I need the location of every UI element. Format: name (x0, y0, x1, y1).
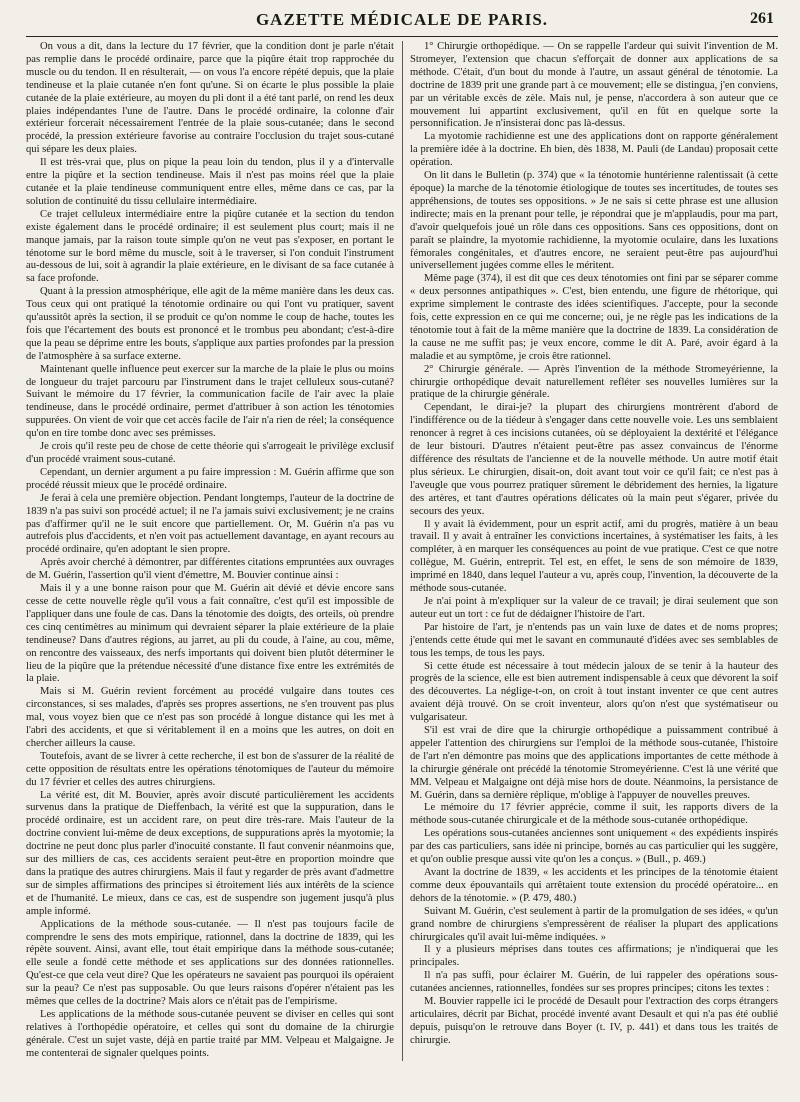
paragraph: Mais il y a une bonne raison pour que M. Guérin ait dévié et dévie encore sans cesse de cette nouvelle règle qu'il vous a fait connaître, c'est qu'il est impossible de l'appliquer dans une foule de cas. Dans la ténotomie des doigts, des orteils, où prendre ces cinq centimètres au minimum qui devraient séparer la plaie extérieure de la plaie tendineuse? Dans d'autres régions, au jarret, au pli du coude, à l'aine, au cou, même, on rencontre des vaisseaux, des nerfs importants qui doivent bien plutôt déterminer le lieu de la piqûre que la prétendue nécessité d'une distance fixe entre les extrémités de la plaie. (26, 583, 394, 685)
paragraph: Maintenant quelle influence peut exercer sur la marche de la plaie le plus ou moins de longueur du trajet parcouru par l'instrument dans le trajet celluleux sous-cutané? Suivant le mémoire du 17 février, la communication facile de l'air avec la plaie tendineuse, dans le procédé ordinaire, permet d'attribuer à son action les ténotomies suppurées. On vient de voir que cet accès facile de l'air n'a rien de réel; la conséquence qu'on en tire tombe donc avec ses prémisses. (26, 363, 394, 440)
page-header (26, 0, 778, 37)
paragraph: Les applications de la méthode sous-cutanée peuvent se diviser en celles qui sont relatives à l'orthopédie opératoire, et celles qui sont du domaine de la chirurgie générale. C'est un sujet vaste, déjà en partie traité par MM. Velpeau et Malgaigne. Je me contenterai de signaler quelques points. (26, 1008, 394, 1059)
paragraph: Il est très-vrai que, plus on pique la peau loin du tendon, plus il y a d'intervalle entre la piqûre et la section tendineuse. Mais il n'est pas moins réel que la plaie cutanée et la plaie tendineuse communiquent entre elles, même dans ce cas, par la solution de continuité du tissu cellulaire intermédiaire. (26, 157, 394, 207)
paragraph: Avant la doctrine de 1839, « les accidents et les principes de la ténotomie étaient comme deux épouvantails qui arrêtaient toute extension du procédé opératoire... en dehors de la ténotomie. » (P. 479, 480.) (410, 867, 778, 904)
paragraph: Toutefois, avant de se livrer à cette recherche, il est bon de s'assurer de la réalité de cette opposition de résultats entre les opérations ténotomiques de l'auteur du mémoire du 17 février et celles des autres chirurgiens. (26, 750, 394, 788)
paragraph: Applications de la méthode sous-cutanée. — Il n'est pas toujours facile de comprendre le sens des mots empirique, rationnel, dans la doctrine de 1839, qui les répète souvent. Ainsi, avant elle, tout était empirique dans la méthode sous-cutanée; elle seule a fondé cette méthode et ses applications sur des données rationnelles. Qu'est-ce que cela veut dire? Que les opérateurs ne savaient pas pourquoi ils opéraient sur la peau? Ce n'est pas supposable. Ou que leurs raisons d'opérer n'étaient pas les mêmes que celles de la doctrine? Mais alors ce n'était pas de l'empirisme. (26, 918, 394, 1008)
page-number: 261 (750, 10, 774, 27)
paragraph: Si cette étude est nécessaire à tout médecin jaloux de se tenir à la hauteur des progrès de la science, elle est bien autrement indispensable à ceux que dévorent la soif des découvertes. La néglige-t-on, on croit à tout instant inventer ce que cent autres avaient déjà trouvé. On se croit inventeur, alors qu'on n'est que systématiseur ou vulgarisateur. (410, 660, 778, 724)
paragraph: On lit dans le Bulletin (p. 374) que « la ténotomie huntérienne ralentissait (à cette époque) la marche de la ténotomie étiologique de toutes ses incertitudes, de toutes ses appréhensions, de toutes ses oppositions. » Je ne sais si cette phrase est une allusion indirecte; mais en la prenant pour telle, je répondrai que je m'applaudis, pour ma part, d'avoir quelquefois joué un rôle dans ces oppositions. Sans ces oppositions, dont on paraît se plaindre, la myotomie rachidienne, la myotomie oculaire, dans les luxations fémorales congénitales, et d'autres encore, ne seraient peut-être pas aujourd'hui universellement jugées comme elles le méritent. (410, 170, 778, 272)
paragraph: Je n'ai point à m'expliquer sur la valeur de ce travail; je dirai seulement que son auteur eut un tort : ce fut de dédaigner l'histoire de l'art. (410, 595, 778, 620)
paragraph: Mais si M. Guérin revient forcément au procédé vulgaire dans toutes ces circonstances, si ses malades, d'après ses propres assertions, ne s'en trouvent pas plus mal, vous voyez bien que ce n'est pas son procédé à longue distance qui les met à l'abri des accidents, et que si véritablement il en a moins que les autres, on doit en chercher ailleurs la cause. (26, 686, 394, 749)
right-column (410, 41, 778, 1061)
paragraph: Même page (374), il est dit que ces deux ténotomies ont fini par se séparer comme « deux personnes antipathiques ». C'est, bien entendu, une figure de rhétorique, qui exprime simplement le contraste des idées scientifiques. J'accepte, pour la seconde fois, cette expression en ce qui me concerne; oui, je ne règle pas les indications de la ténotomie tout à fait de la même manière que la doctrine de 1839. La considération de la cause ne me suffit pas; je veux encore, comme le dit A. Paré, avoir égard à la maladie et au symptôme, je crois être rationnel. (410, 273, 778, 362)
paragraph: Ce trajet celluleux intermédiaire entre la piqûre cutanée et la section du tendon existe également dans le procédé ordinaire; il est seulement plus court; mais il ne manque jamais, par la raison toute simple qu'on ne veut pas s'exposer, en portant le ténotome sur le bord même du muscle, soit à le traverser, si l'on conduit l'instrument au-dessous de lui, soit à agrandir la plaie extérieure, en le divisant de sa face cutanée à sa face profonde. (26, 208, 394, 285)
paragraph: Je ferai à cela une première objection. Pendant longtemps, l'auteur de la doctrine de 1839 n'a pas suivi son procédé actuel; il ne l'a jamais suivi exclusivement; je ne crains pas d'affirmer qu'il ne le suit encore que partiellement. Or, M. Guérin n'a pas vu autrefois plus d'accidents, et n'en voit pas actuellement davantage, en ayant recours au procédé ordinaire, qu'en adoptant le sien propre. (26, 492, 395, 556)
paragraph: 1° Chirurgie orthopédique. — On se rappelle l'ardeur qui suivit l'invention de M. Stromeyer, l'extension que chacun s'efforçait de donner aux applications de sa méthode. C'était, d'un bout du monde à l'autre, un assaut général de ténotomie. La doctrine de 1839 prit une grande part à ce mouvement; elle se distingua, j'en conviens, par un véritable excès de zèle. Mais nul, je pense, n'accordera à son auteur que ce mouvement lui appartint exclusivement, qu'il en fût en quelque sorte la personnification. Je n'insisterai donc pas là-dessus. (410, 41, 778, 130)
paragraph: M. Bouvier rappelle ici le procédé de Desault pour l'extraction des corps étrangers articulaires, décrit par Bichat, procédé inventé avant Desault et qui n'a pas été oublié depuis, puisqu'on le retrouve dans Boyer (t. IV, p. 441) et dans tous les traités de chirurgie. (410, 996, 778, 1046)
paragraph: Je crois qu'il reste peu de chose de cette théorie qui s'arrogeait le privilège exclusif d'un procédé vraiment sous-cutané. (26, 441, 394, 465)
paragraph: S'il est vrai de dire que la chirurgie orthopédique a puissamment contribué à appeler l'attention des chirurgiens sur l'emploi de la méthode sous-cutanée, l'histoire de l'art n'en démontre pas moins que des applications importantes de cette méthode à la chirurgie générale ont précédé la ténotomie Stromeyérienne. C'est là une vérité que MM. Velpeau et Malgaigne ont déjà mise hors de doute. Néanmoins, la persistance de M. Guérin, dans sa dernière réplique, m'oblige à l'appuyer de nouvelles preuves. (410, 725, 778, 801)
paragraph: La myotomie rachidienne est une des applications dont on rapporte généralement la première idée à la doctrine. Eh bien, dès 1838, M. Pauli (de Landau) proposait cette opération. (410, 131, 778, 169)
paragraph: Suivant M. Guérin, c'est seulement à partir de la promulgation de ses idées, « qu'un grand nombre de chirurgiens s'empressèrent de réaliser la plupart des applications chirurgicales qu'il avait lui-même indiquées. » (410, 905, 778, 943)
paragraph: Par histoire de l'art, je n'entends pas un vain luxe de dates et de noms propres; j'entends cette étude qui met le savant en communauté d'idées avec ses semblables de tous les temps, de tous les pays. (410, 621, 778, 659)
paragraph: Les opérations sous-cutanées anciennes sont uniquement « des expédients inspirés par des cas particuliers, sans idée ni principe, bornés au cas particulier qui les suggère, et qu'on oublie presque aussi vite qu'on les a conçus. » (Bull., p. 469.) (410, 828, 778, 866)
paragraph: Cependant, le dirai-je? la plupart des chirurgiens montrèrent d'abord de l'indifférence ou de la tiédeur à s'engager dans cette nouvelle voie. Les uns semblaient renoncer à regret à ces incisions cutanées, où se déployaient la dextérité et l'élégance de leur bistouri. D'autres n'étaient peut-être pas assez convaincus de l'énorme différence des résultats de l'ancienne et de la nouvelle méthode. Un autre motif était plus sérieux. Le chirurgien, disait-on, doit avant tout voir ce qu'il fait; ce n'est pas à l'aveugle que vous pourrez pratiquer sûrement le débridement des hernies, la ligature des artères, et tant d'autres opérations délicates où la main peut s'égarer, privée du secours des yeux. (410, 402, 778, 517)
paragraph: Après avoir cherché à démontrer, par différentes citations empruntées aux ouvrages de M. Guérin, l'assertion qu'il vient d'émettre, M. Bouvier continue ainsi : (26, 557, 394, 582)
paragraph: La vérité est, dit M. Bouvier, après avoir discuté particulièrement les accidents survenus dans la pratique de Dieffenbach, la vérité est que la suppuration, dans le procédé ordinaire, est un accident rare, on peut dire très-rare. Mais l'auteur de la doctrine convient lui-même de deux exceptions, de suppurations après la myotomie; la doctrine ne peut donc plus parler d'inocuité constante. Il faut convenir néanmoins que, sur des milliers de cas, ces accidents seraient peut-être en proportion moindre que dans la pratique des autres chirurgiens. Mais il faut y regarder de près avant d'admettre sur de simples affirmations des principes si étroitement liés aux intérêts de la science et de l'humanité. Le mieux, dans ce cas, est de suspendre son jugement jusqu'à plus ample informé. (26, 789, 394, 917)
text-columns (26, 41, 778, 1061)
paragraph: Cependant, un dernier argument a pu faire impression : M. Guérin affirme que son procédé réussit mieux que le procédé ordinaire. (26, 466, 394, 491)
journal-title: GAZETTE MÉDICALE DE PARIS. (255, 10, 549, 29)
paragraph: Il y a plusieurs méprises dans toutes ces affirmations; je n'indiquerai que les principales. (410, 944, 778, 969)
paragraph: Il n'a pas suffi, pour éclairer M. Guérin, de lui rappeler des opérations sous-cutanées anciennes, rationnelles, fondées sur ses propres principes; citons les textes : (410, 970, 778, 995)
paragraph: Il y avait là évidemment, pour un esprit actif, ami du progrès, matière à un beau travail. Il y avait à entraîner les convictions incertaines, à systématiser les faits, à les compléter, à en marquer les conséquences au point de vue pratique. C'est ce que notre collègue, M. Guérin, entreprit. Tel est, en effet, le sens de son mémoire de 1839, imprimé en 1840, dans lequel l'auteur a vu, après coup, l'invention, la découverte de la méthode sous-cutanée. (410, 518, 778, 595)
paragraph: Quant à la pression atmosphérique, elle agit de la même manière dans les deux cas. Tous ceux qui ont pratiqué la ténotomie ordinaire ou qui l'ont vu pratiquer, savent qu'aussitôt après la section, il se produit ce qu'on nomme le coup de hache, toutes les fois que l'écartement des bouts est prononcé et le trombus peu abondant; c'est-à-dire que la peau se déprime entre les bouts, s'applique aux parties profondes par la pression de l'atmosphère à sa surface externe. (26, 286, 394, 362)
paragraph: On vous a dit, dans la lecture du 17 février, que la condition dont je parle n'était pas remplie dans le procédé ordinaire, parce que la piqûre était trop rapprochée du muscle ou du tendon. Il en résulterait, — on vous l'a encore répété depuis, que la plaie tendineuse et la plaie cutanée n'en font qu'une. Si on écarte le plus possible la plaie cutanée de la plaie extérieure, au moyen du pli dont il a été tant parlé, on rend les deux plaies indépendantes l'une de l'autre. Dans le procédé ordinaire, la colonne d'air extérieur forcerait nécessairement l'entrée de la plaie sous-cutanée; dans le second procédé, la pression extérieure favorise au contraire l'occlusion du trajet sous-cutané qui sépare les deux plaies. (26, 41, 394, 156)
paragraph: Le mémoire du 17 février apprécie, comme il suit, les rapports divers de la méthode sous-cutanée chirurgicale et de la méthode sous-cutanée orthopédique. (410, 802, 778, 827)
left-column (26, 41, 394, 1061)
paragraph: 2° Chirurgie générale. — Après l'invention de la méthode Stromeyérienne, la chirurgie orthopédique devait naturellement refléter ses nouvelles lumières sur la pratique de la chirurgie générale. (410, 363, 778, 401)
